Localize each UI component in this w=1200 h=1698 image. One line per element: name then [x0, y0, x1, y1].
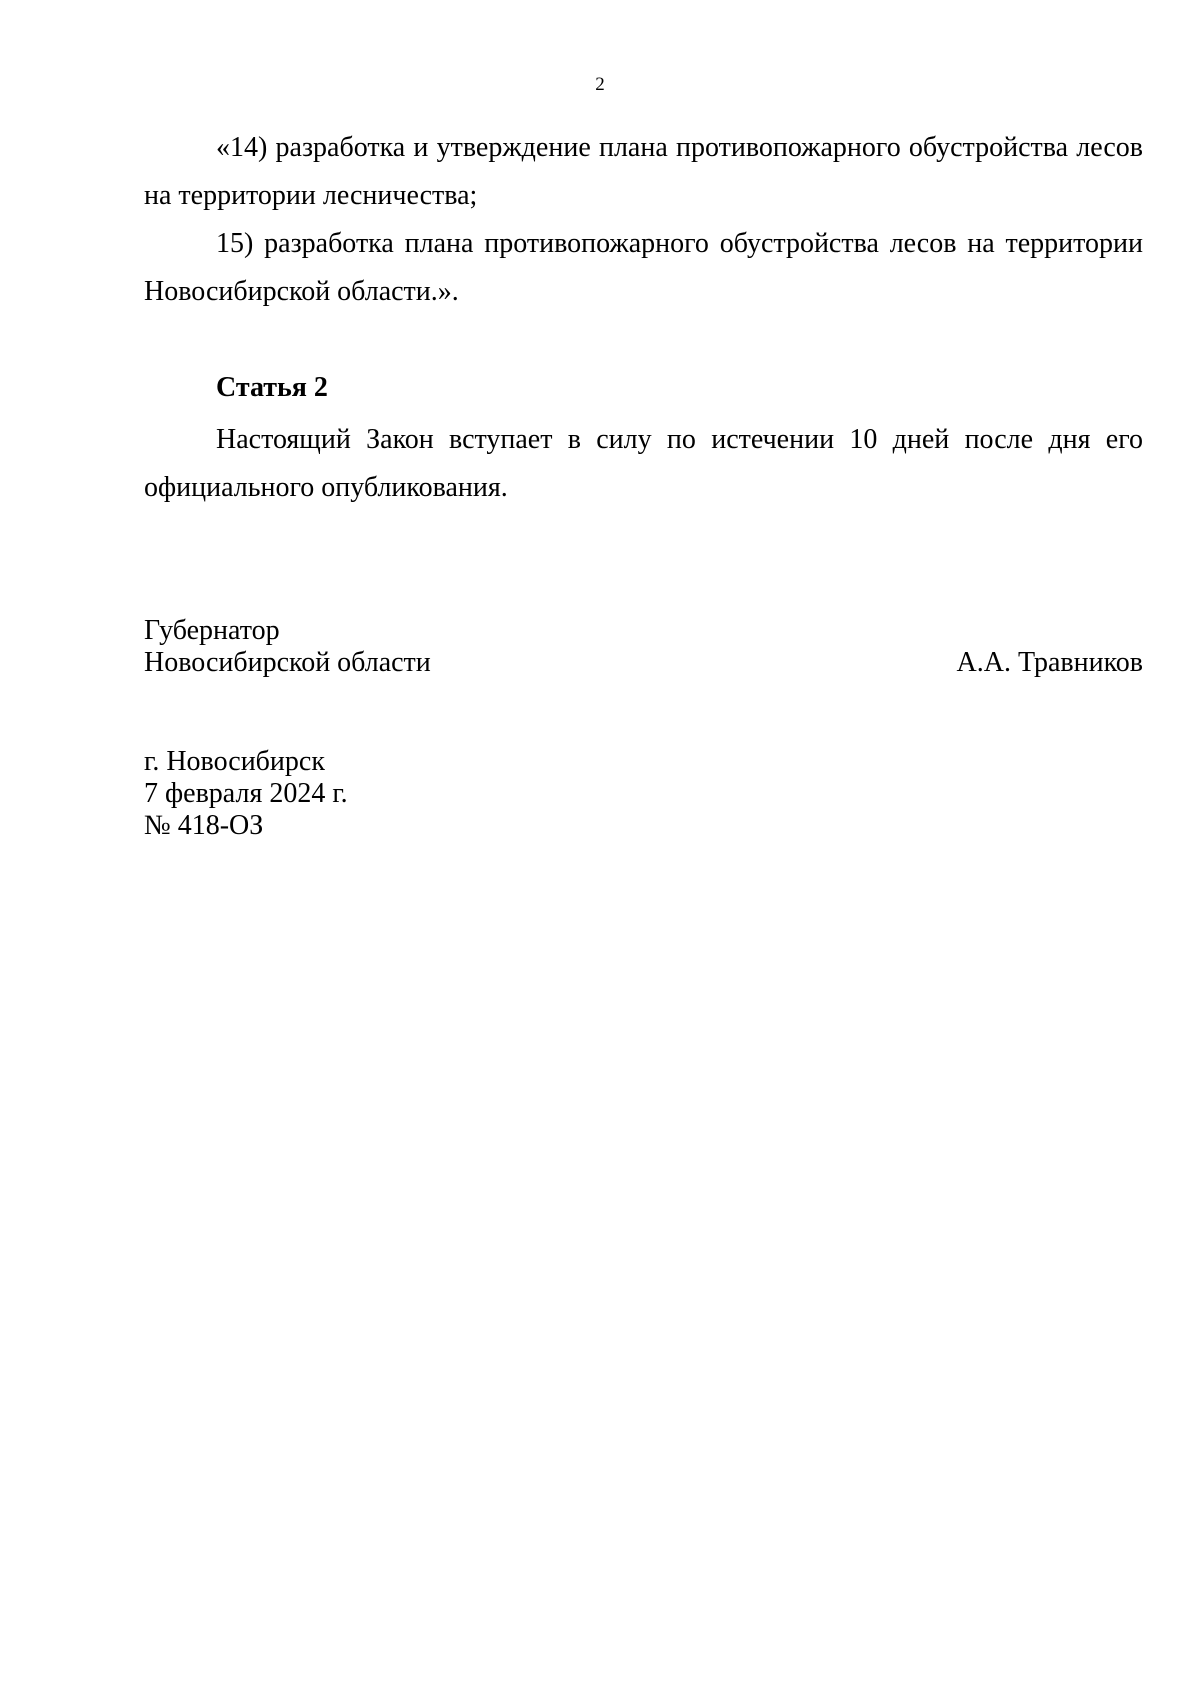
- item-15: 15) разработка плана противопожарного обустройства лесов на территории Новосибирской области.».: [144, 228, 1143, 307]
- amendment-items: [144, 124, 1143, 316]
- signature-block: [144, 615, 1143, 679]
- signatory-title-line1: Губернатор: [144, 615, 280, 646]
- date: 7 февраля 2024 г.: [144, 778, 348, 809]
- law-number: № 418-ОЗ: [144, 810, 264, 841]
- item-14: «14) разработка и утверждение плана противопожарного обустройства лесов на территории лесничества;: [144, 132, 1143, 211]
- signatory-name: А.А. Травников: [956, 647, 1143, 678]
- place-date-block: [144, 746, 348, 842]
- city: г. Новосибирск: [144, 746, 325, 777]
- signatory-title-line2: Новосибирской области: [144, 647, 431, 678]
- article-body: [144, 416, 1143, 512]
- page-number: 2: [595, 74, 605, 95]
- article-heading: Статья 2: [216, 372, 328, 403]
- article-text: Настоящий Закон вступает в силу по истечении 10 дней после дня его официального опубликования.: [144, 424, 1143, 503]
